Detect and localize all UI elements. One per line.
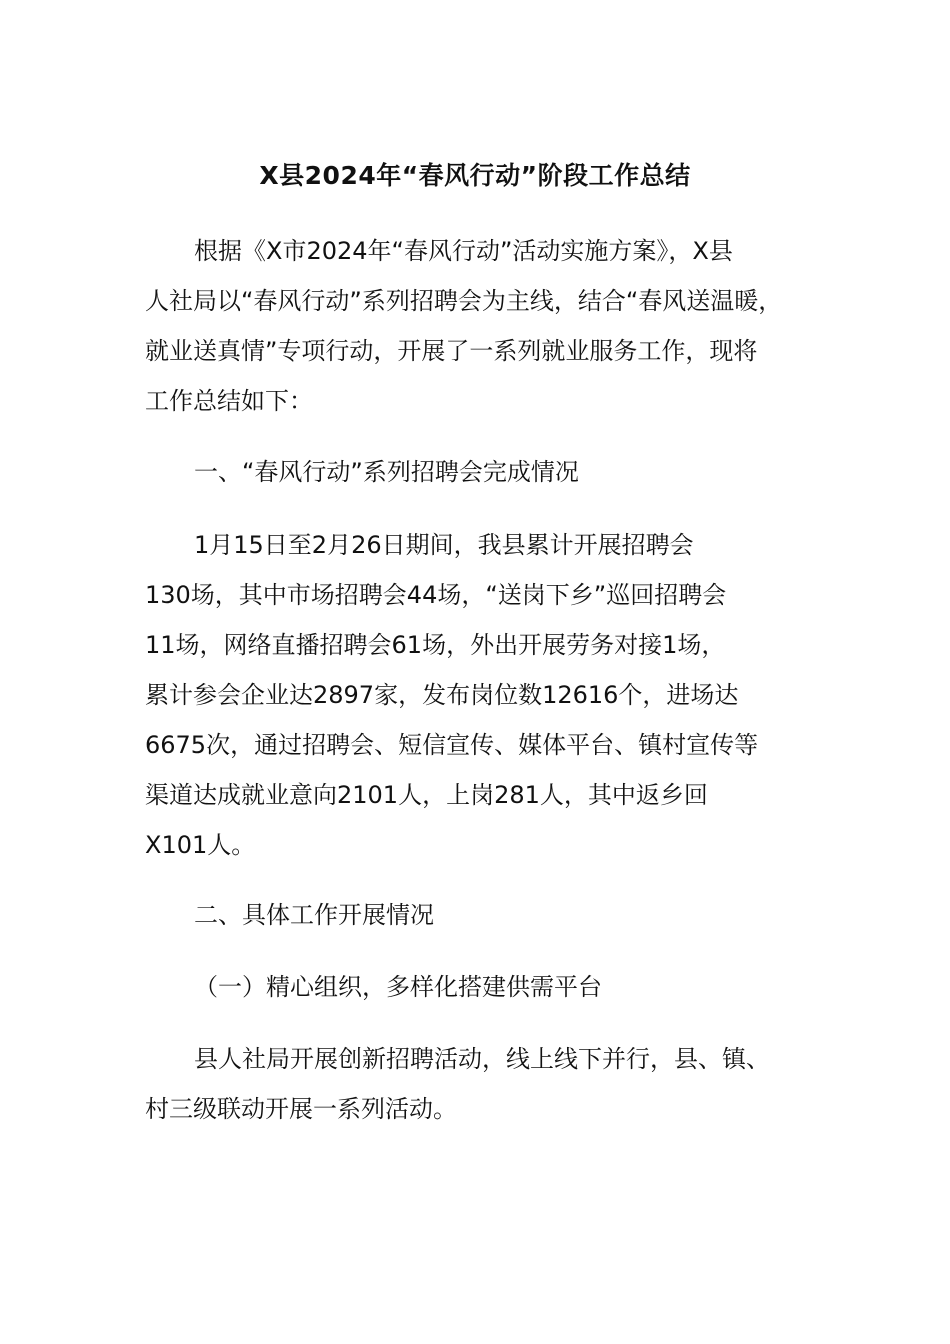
body-line: 130场，其中市场招聘会44场，“送岗下乡”巡回招聘会 [145, 581, 727, 609]
intro-line: 人社局以“春风行动”系列招聘会为主线，结合“春风送温暖， [145, 287, 783, 315]
subsection-heading-text: （一）精心组织，多样化搭建供需平台 [194, 973, 602, 1001]
body-line: 县人社局开展创新招聘活动，线上线下并行，县、镇、 [194, 1045, 770, 1073]
body-line: 11场，网络直播招聘会61场，外出开展劳务对接1场， [145, 631, 726, 659]
intro-line: 工作总结如下： [145, 387, 313, 415]
section-heading-text: 二、具体工作开展情况 [194, 901, 434, 929]
intro-paragraph [145, 226, 810, 426]
body-line: 累计参会企业达2897家，发布岗位数12616个，进场达 [145, 681, 739, 709]
body-line: X101人。 [145, 831, 256, 859]
subsection-body-paragraph [145, 1034, 810, 1134]
intro-line: 根据《X市2024年“春风行动”活动实施方案》，X县 [194, 237, 733, 265]
body-line: 6675次，通过招聘会、短信宣传、媒体平台、镇村宣传等 [145, 731, 759, 759]
section-heading-text: 一、“春风行动”系列招聘会完成情况 [194, 458, 579, 486]
body-line: 村三级联动开展一系列活动。 [145, 1095, 457, 1123]
body-line: 1月15日至2月26日期间，我县累计开展招聘会 [194, 531, 694, 559]
subsection-heading [145, 962, 810, 1012]
body-line: 渠道达成就业意向2101人，上岗281人，其中返乡回 [145, 781, 708, 809]
document-title: X县2024年“春风行动”阶段工作总结 [259, 161, 691, 190]
intro-line: 就业送真情”专项行动，开展了一系列就业服务工作，现将 [145, 337, 758, 365]
section-body-paragraph [145, 520, 810, 870]
section-heading [145, 890, 810, 940]
section-heading [145, 447, 810, 497]
